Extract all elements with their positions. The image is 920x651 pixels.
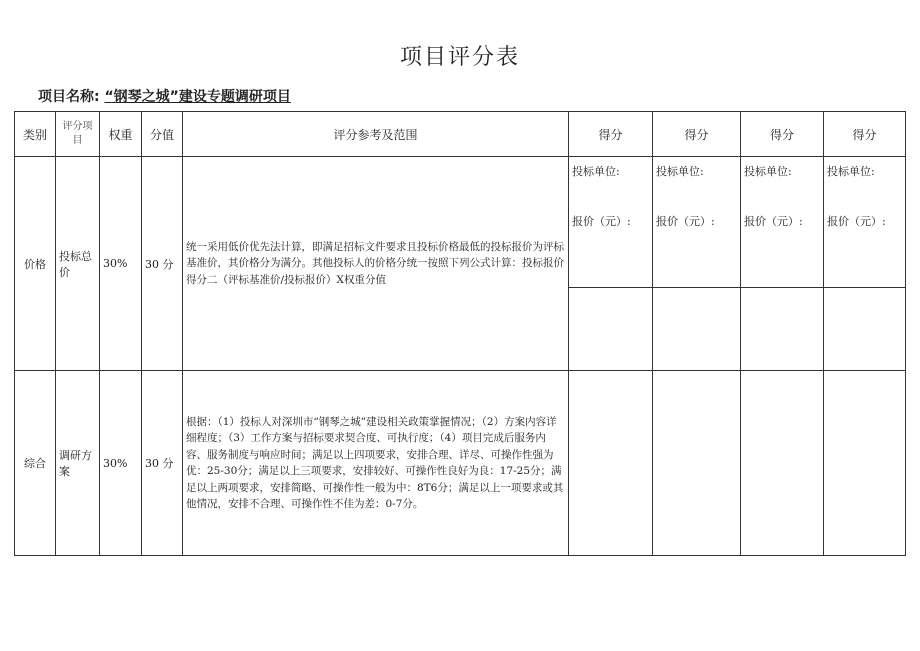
header-score-value: 分值 <box>142 112 183 157</box>
price-score-cell-1[interactable] <box>569 288 653 371</box>
header-score-3: 得分 <box>741 112 824 157</box>
project-name-line <box>38 86 291 106</box>
header-weight: 权重 <box>100 112 142 157</box>
price-score-cell-4[interactable] <box>824 288 906 371</box>
table-row-price <box>15 157 906 288</box>
price-label: 报价（元）: <box>572 215 631 228</box>
comp-score-cell-4[interactable] <box>824 371 906 556</box>
bidder-cell-4 <box>824 157 906 288</box>
price-score-cell-2[interactable] <box>653 288 741 371</box>
cell-criteria: 统一采用低价优先法计算，即满足招标文件要求且投标价格最低的投标报价为评标基准价，其价格分为满分。其他投标人的价格分统一按照下列公式计算：投标报价得分二（评标基准价/投标报价）X权重分值 <box>183 157 569 371</box>
header-criteria: 评分参考及范围 <box>183 112 569 157</box>
cell-category: 综合 <box>15 371 56 556</box>
table-row-comprehensive <box>15 371 906 556</box>
bidder-label: 投标单位: <box>744 165 792 178</box>
comp-score-cell-1[interactable] <box>569 371 653 556</box>
bidder-cell-1 <box>569 157 653 288</box>
score-table <box>14 111 906 556</box>
price-score-cell-3[interactable] <box>741 288 824 371</box>
bidder-label: 投标单位: <box>572 165 620 178</box>
bidder-cell-2 <box>653 157 741 288</box>
price-label: 报价（元）: <box>827 215 886 228</box>
price-label: 报价（元）: <box>656 215 715 228</box>
project-label: 项目名称: <box>38 89 100 105</box>
cell-score-value: 30 分 <box>142 371 183 556</box>
header-row <box>15 112 906 157</box>
header-score-1: 得分 <box>569 112 653 157</box>
bidder-label: 投标单位: <box>827 165 875 178</box>
header-category: 类别 <box>15 112 56 157</box>
header-score-4: 得分 <box>824 112 906 157</box>
project-name: “钢琴之城”建设专题调研项目 <box>104 89 291 105</box>
cell-score-value: 30 分 <box>142 157 183 371</box>
cell-criteria: 根据：（1）投标人对深圳市“钢琴之城”建设相关政策掌握情况；（2）方案内容详细程度；（3）工作方案与招标要求契合度、可执行度；（4）项目完成后服务内容、服务制度与响应时间；满足以上四项要求，安排合理、详尽、可操作性强为优：25-30分；满足以上三项要求，安排较好、可操作性良好为良：17-25分；满足以上两项要求，安排简略、可操作性一般为中：8T6分；满足以上一项要求或其他情况，安排不合理、可操作性不佳为差：0-7分。 <box>183 371 569 556</box>
page-title: 项目评分表 <box>399 45 520 70</box>
cell-weight: 30% <box>100 371 142 556</box>
price-label: 报价（元）: <box>744 215 803 228</box>
header-item: 评分项目 <box>56 112 100 157</box>
comp-score-cell-3[interactable] <box>741 371 824 556</box>
cell-weight: 30% <box>100 157 142 371</box>
cell-category: 价格 <box>15 157 56 371</box>
comp-score-cell-2[interactable] <box>653 371 741 556</box>
bidder-cell-3 <box>741 157 824 288</box>
bidder-label: 投标单位: <box>656 165 704 178</box>
cell-item: 投标总价 <box>56 157 100 371</box>
cell-item: 调研方案 <box>56 371 100 556</box>
header-score-2: 得分 <box>653 112 741 157</box>
